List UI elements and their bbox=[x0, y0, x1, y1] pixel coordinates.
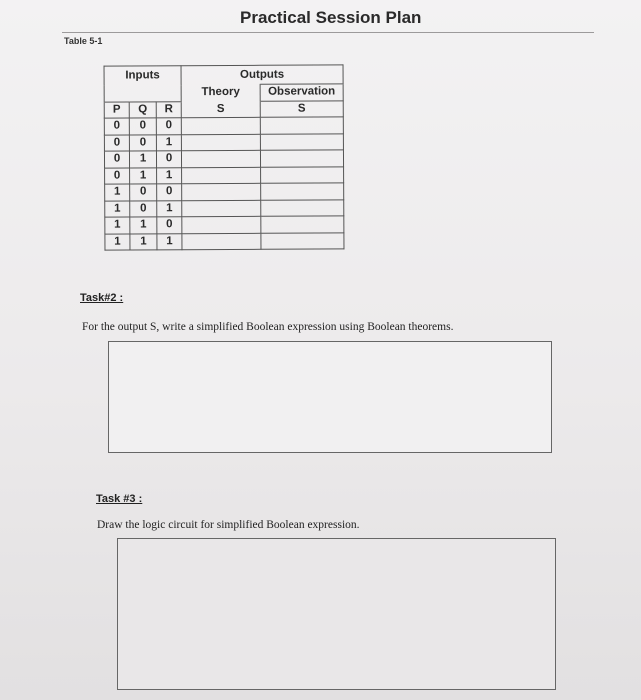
cell-theory-s[interactable] bbox=[181, 150, 260, 167]
cell-r: 0 bbox=[157, 184, 182, 201]
cell-theory-s[interactable] bbox=[182, 167, 261, 184]
cell-r: 1 bbox=[157, 200, 182, 217]
logic-circuit-answer-box[interactable] bbox=[117, 538, 556, 690]
table-row bbox=[105, 232, 344, 250]
boolean-expression-answer-box[interactable] bbox=[108, 341, 552, 453]
cell-q: 1 bbox=[130, 233, 157, 250]
cell-p: 0 bbox=[105, 167, 130, 184]
table-row bbox=[104, 150, 343, 168]
cell-p: 0 bbox=[104, 118, 129, 135]
outputs-header: Outputs bbox=[181, 65, 343, 85]
cell-p: 0 bbox=[104, 151, 129, 168]
cell-theory-s[interactable] bbox=[181, 117, 260, 134]
table-row bbox=[105, 166, 344, 184]
cell-theory-s[interactable] bbox=[182, 200, 261, 217]
cell-q: 1 bbox=[130, 217, 157, 234]
cell-observation-s[interactable] bbox=[261, 216, 344, 233]
task2-instructions: For the output S, write a simplified Boolean expression using Boolean theorems. bbox=[82, 321, 454, 333]
title-rule bbox=[62, 32, 594, 33]
cell-theory-s[interactable] bbox=[182, 183, 261, 200]
cell-p: 0 bbox=[104, 134, 129, 151]
cell-theory-s[interactable] bbox=[182, 233, 261, 250]
table-row bbox=[105, 216, 344, 234]
cell-p: 1 bbox=[105, 233, 130, 250]
cell-p: 1 bbox=[105, 200, 130, 217]
table-row bbox=[105, 199, 344, 217]
cell-r: 1 bbox=[157, 167, 182, 184]
truth-table bbox=[104, 64, 345, 250]
cell-q: 0 bbox=[129, 118, 156, 135]
cell-q: 0 bbox=[130, 184, 157, 201]
cell-theory-s[interactable] bbox=[181, 134, 260, 151]
sub-header-row bbox=[104, 84, 343, 102]
cell-p: 1 bbox=[105, 217, 130, 234]
table-row bbox=[105, 183, 344, 201]
observation-s-header: S bbox=[260, 100, 343, 117]
table-row bbox=[104, 117, 343, 135]
col-header-r: R bbox=[156, 101, 181, 118]
task2-heading: Task#2 : bbox=[80, 292, 124, 304]
cell-observation-s[interactable] bbox=[260, 150, 343, 167]
cell-r: 1 bbox=[157, 233, 182, 250]
theory-header: Theory bbox=[181, 84, 260, 101]
table-row bbox=[104, 133, 343, 151]
cell-r: 0 bbox=[156, 118, 181, 135]
column-header-row bbox=[104, 100, 343, 118]
group-header-row bbox=[104, 65, 343, 85]
cell-theory-s[interactable] bbox=[182, 216, 261, 233]
cell-q: 0 bbox=[130, 200, 157, 217]
cell-observation-s[interactable] bbox=[260, 133, 343, 150]
inputs-header: Inputs bbox=[104, 66, 181, 85]
cell-q: 1 bbox=[130, 167, 157, 184]
cell-r: 0 bbox=[156, 151, 181, 168]
observation-header: Observation bbox=[260, 84, 343, 101]
cell-observation-s[interactable] bbox=[261, 199, 344, 216]
cell-q: 0 bbox=[129, 134, 156, 151]
task3-instructions: Draw the logic circuit for simplified Boolean expression. bbox=[97, 519, 360, 531]
cell-observation-s[interactable] bbox=[260, 117, 343, 134]
task3-heading: Task #3 : bbox=[96, 493, 143, 505]
col-header-q: Q bbox=[129, 101, 156, 118]
cell-r: 1 bbox=[156, 134, 181, 151]
cell-q: 1 bbox=[129, 151, 156, 168]
cell-observation-s[interactable] bbox=[261, 232, 344, 249]
page-title: Practical Session Plan bbox=[240, 8, 422, 27]
col-header-p: P bbox=[104, 101, 129, 118]
theory-s-header: S bbox=[181, 101, 260, 118]
cell-p: 1 bbox=[105, 184, 130, 201]
cell-observation-s[interactable] bbox=[261, 166, 344, 183]
inputs-spacer bbox=[104, 85, 181, 102]
cell-r: 0 bbox=[157, 217, 182, 234]
cell-observation-s[interactable] bbox=[261, 183, 344, 200]
table-label: Table 5-1 bbox=[64, 36, 103, 46]
